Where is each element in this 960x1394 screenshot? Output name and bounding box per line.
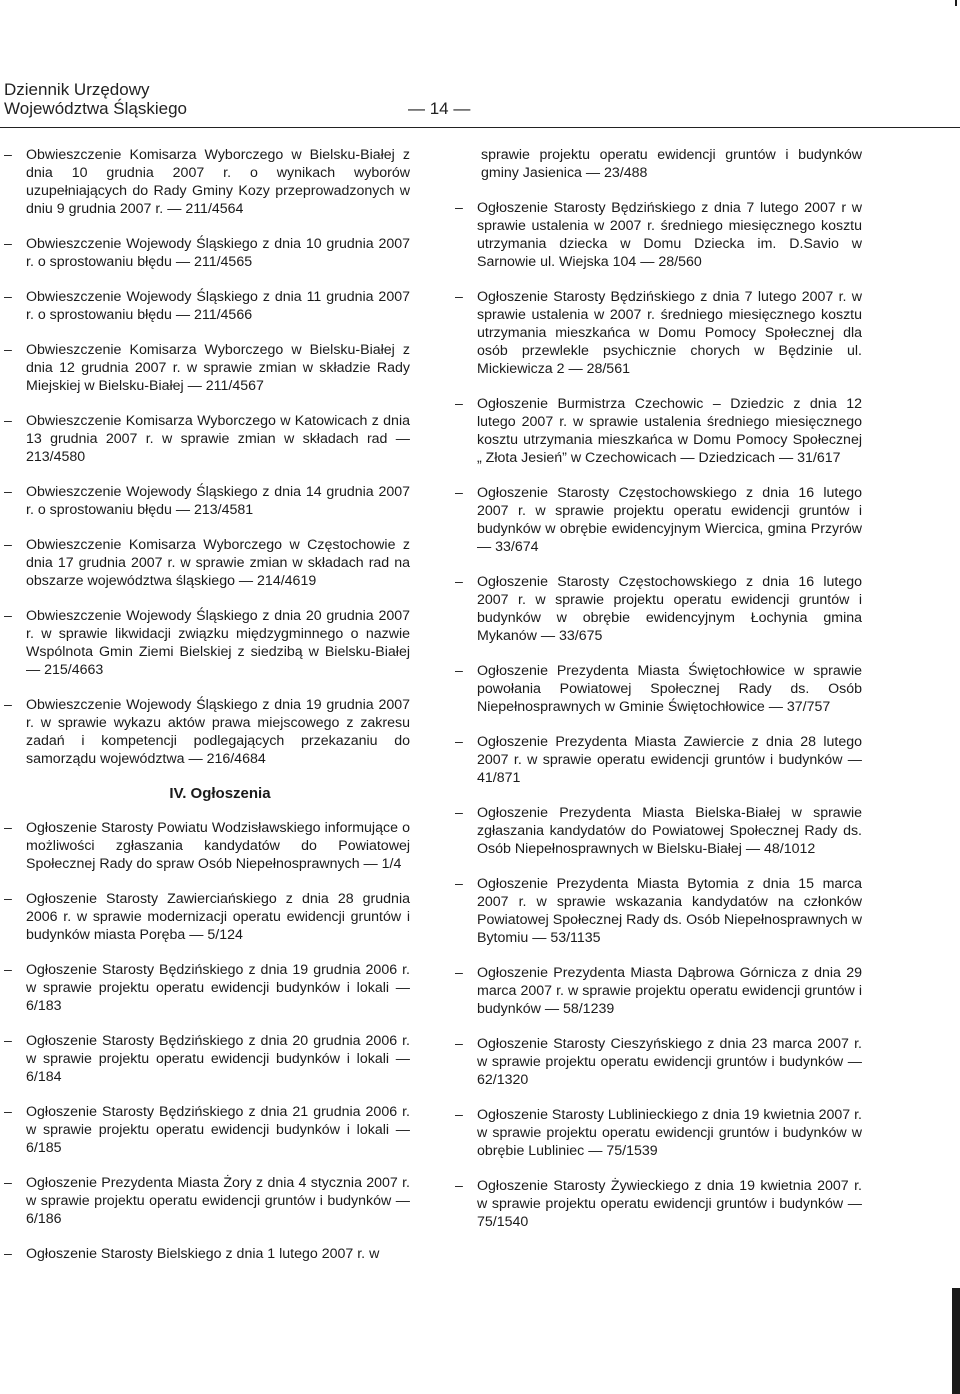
list-item-continuation [455,146,862,182]
item-dash: – [455,734,463,750]
list-item [4,607,410,679]
item-text: Ogłoszenie Starosty Częstochowskiego z dnia 16 lutego 2007 r. w sprawie projektu operatu ewidencji gruntów i budynków w obrębie ewidencyjnym Łochynia gmina Mykanów — 33/675 [477,574,862,644]
item-dash: – [4,537,12,553]
item-dash: – [4,962,12,978]
list-item [455,288,862,378]
item-dash: – [455,965,463,981]
item-dash: – [4,1175,12,1191]
list-item [4,890,410,944]
item-dash: – [4,1104,12,1120]
list-item [4,146,410,218]
item-text: Ogłoszenie Prezydenta Miasta Zawiercie z dnia 28 lutego 2007 r. w sprawie operatu ewidencji gruntów i budynków — 41/871 [477,734,862,786]
item-dash: – [4,608,12,624]
item-dash: – [4,289,12,305]
item-text: Obwieszczenie Wojewody Śląskiego z dnia 10 grudnia 2007 r. o sprostowaniu błędu — 211/4565 [26,236,410,270]
item-text: Ogłoszenie Starosty Lublinieckiego z dnia 19 kwietnia 2007 r. w sprawie projektu operatu ewidencji gruntów i budynków w obrębie Lubliniec — 75/1539 [477,1107,862,1159]
right-column [455,146,862,1248]
item-text: Ogłoszenie Starosty Będzińskiego z dnia 21 grudnia 2006 r. w sprawie projektu operatu ewidencji budynków i lokali — 6/185 [26,1104,410,1156]
list-item [4,1103,410,1157]
item-text: Ogłoszenie Prezydenta Miasta Bytomia z dnia 15 marca 2007 r. w sprawie wskazania kandydatów na członków Powiatowej Społecznej Rady ds. Osób Niepełnosprawnych w Bytomiu — 53/1135 [477,876,862,946]
item-text: Ogłoszenie Starosty Będzińskiego z dnia 20 grudnia 2006 r. w sprawie projektu operatu ewidencji budynków i lokali — 6/184 [26,1033,410,1085]
item-dash: – [4,236,12,252]
item-text: Ogłoszenie Starosty Żywieckiego z dnia 19 kwietnia 2007 r. w sprawie projektu operatu ewidencji gruntów i budynków — 75/1540 [477,1178,862,1230]
item-dash: – [455,574,463,590]
item-text: Ogłoszenie Starosty Powiatu Wodzisławskiego informujące o możliwości zgłaszania kandydatów do Powiatowej Społecznej Rady do spraw Osób Niepełnosprawnych — 1/4 [26,820,410,872]
item-dash: – [455,396,463,412]
item-dash: – [455,876,463,892]
item-dash: – [455,1036,463,1052]
item-dash: – [455,289,463,305]
list-item [4,288,410,324]
item-dash: – [4,413,12,429]
header-rule [0,127,960,128]
list-item [455,662,862,716]
list-item [4,819,410,873]
item-text: Ogłoszenie Starosty Częstochowskiego z dnia 16 lutego 2007 r. w sprawie projektu operatu ewidencji gruntów i budynków w obrębie ewidencyjnym Wiercica, gmina Przyrów — 33/674 [477,485,862,555]
item-text: Ogłoszenie Starosty Zawierciańskiego z dnia 28 grudnia 2006 r. w sprawie modernizacji operatu ewidencji gruntów i budynków miasta Poręba — 5/124 [26,891,410,943]
journal-title-line2: Województwa Śląskiego [4,99,187,118]
list-item [455,964,862,1018]
list-item [455,199,862,271]
item-text: Ogłoszenie Prezydenta Miasta Świętochłowice w sprawie powołania Powiatowej Społecznej Rady ds. Osób Niepełnosprawnych w Gminie Świętochłowice — 37/757 [477,663,862,715]
item-dash: – [4,697,12,713]
item-text: Ogłoszenie Starosty Będzińskiego z dnia 7 lutego 2007 r. w sprawie ustalenia w 2007 r. średniego miesięcznego kosztu utrzymania mieszkańca w Domu Pomocy Społecznej dla osób przewlekle psychicznie chorych w Będzinie ul. Mickiewicza 2 — 28/561 [477,289,862,377]
list-item [4,1174,410,1228]
item-text: Obwieszczenie Wojewody Śląskiego z dnia 19 grudnia 2007 r. w sprawie wykazu aktów prawa miejscowego z zakresu zadań i kompetencji podlegających przekazaniu do samorządu województwa — 216/4684 [26,697,410,767]
item-text: Obwieszczenie Komisarza Wyborczego w Częstochowie z dnia 17 grudnia 2007 r. w sprawie zmian w składach rad na obszarze województwa śląskiego — 214/4619 [26,537,410,589]
item-dash: – [455,1178,463,1194]
page-number: — 14 — [408,99,471,118]
page-edge-bar [952,1288,960,1394]
item-dash: – [4,342,12,358]
item-text: Obwieszczenie Wojewody Śląskiego z dnia 20 grudnia 2007 r. w sprawie likwidacji związku międzygminnego o nazwie Wspólnota Gmin Ziemi Bielskiej z siedzibą w Bielsku-Białej — 215/4663 [26,608,410,678]
item-dash: – [455,1107,463,1123]
item-dash: – [455,663,463,679]
list-item [4,235,410,271]
list-item [4,1245,410,1263]
item-text: Obwieszczenie Komisarza Wyborczego w Bielsku-Białej z dnia 10 grudnia 2007 r. o wynikach wyborów uzupełniających do Rady Gminy Kozy przeprowadzonych w dniu 9 grudnia 2007 r. — 211/4564 [26,147,410,217]
list-item [455,1177,862,1231]
item-dash: – [4,1033,12,1049]
item-dash: – [455,200,463,216]
item-dash: – [4,147,12,163]
list-item [455,573,862,645]
item-text: Ogłoszenie Prezydenta Miasta Żory z dnia 4 stycznia 2007 r. w sprawie projektu operatu ewidencji gruntów i budynków — 6/186 [26,1175,410,1227]
item-text: Obwieszczenie Komisarza Wyborczego w Bielsku-Białej z dnia 12 grudnia 2007 r. w sprawie zmian w składzie Rady Miejskiej w Bielsku-Białej — 211/4567 [26,342,410,394]
list-item [4,341,410,395]
left-column [4,146,410,1280]
list-item [455,1035,862,1089]
list-item [455,804,862,858]
item-text: Obwieszczenie Wojewody Śląskiego z dnia 14 grudnia 2007 r. o sprostowaniu błędu — 213/4581 [26,484,410,518]
item-text: Ogłoszenie Starosty Będzińskiego z dnia 7 lutego 2007 r w sprawie ustalenia w 2007 r. średniego miesięcznego kosztu utrzymania dziecka w Domu Dziecka im. D.Savio w Sarnowie ul. Wiejska 104 — 28/560 [477,200,862,270]
journal-title [4,80,187,118]
list-item [4,696,410,768]
item-text: Obwieszczenie Wojewody Śląskiego z dnia 11 grudnia 2007 r. o sprostowaniu błędu — 211/4566 [26,289,410,323]
list-item [455,484,862,556]
item-text: Ogłoszenie Burmistrza Czechowic – Dziedzic z dnia 12 lutego 2007 r. w sprawie ustalenia średniego miesięcznego kosztu utrzymania mieszkańca w Domu Pomocy Społecznej „ Złota Jesień” w Czechowicach — Dziedzicach — 31/617 [477,396,862,466]
list-item [4,412,410,466]
item-text: Ogłoszenie Prezydenta Miasta Dąbrowa Górnicza z dnia 29 marca 2007 r. w sprawie projektu operatu ewidencji gruntów i budynków — 58/1239 [477,965,862,1017]
item-text: sprawie projektu operatu ewidencji gruntów i budynków gminy Jasienica — 23/488 [481,147,862,181]
item-text: Obwieszczenie Komisarza Wyborczego w Katowicach z dnia 13 grudnia 2007 r. w sprawie zmian w składach rad — 213/4580 [26,413,410,465]
list-item [455,1106,862,1160]
list-item [455,875,862,947]
list-item [4,961,410,1015]
page-edge-mark [955,0,957,6]
item-dash: – [455,805,463,821]
item-text: Ogłoszenie Prezydenta Miasta Bielska-Białej w sprawie zgłaszania kandydatów do Powiatowej Społecznej Rady ds. Osób Niepełnosprawnych w Bielsku-Białej — 48/1012 [477,805,862,857]
list-item [4,483,410,519]
list-item [455,733,862,787]
item-text: Ogłoszenie Starosty Będzińskiego z dnia 19 grudnia 2006 r. w sprawie projektu operatu ewidencji budynków i lokali — 6/183 [26,962,410,1014]
list-item [455,395,862,467]
item-dash: – [455,485,463,501]
list-item [4,536,410,590]
item-dash: – [4,891,12,907]
item-dash: – [4,484,12,500]
list-item [4,1032,410,1086]
item-text: Ogłoszenie Starosty Bielskiego z dnia 1 lutego 2007 r. w [26,1246,380,1262]
journal-title-line1: Dziennik Urzędowy [4,80,150,99]
section-title: IV. Ogłoszenia [169,785,271,802]
item-text: Ogłoszenie Starosty Cieszyńskiego z dnia 23 marca 2007 r. w sprawie projektu operatu ewidencji gruntów i budynków — 62/1320 [477,1036,862,1088]
item-dash: – [4,1246,12,1262]
item-dash: – [4,820,12,836]
